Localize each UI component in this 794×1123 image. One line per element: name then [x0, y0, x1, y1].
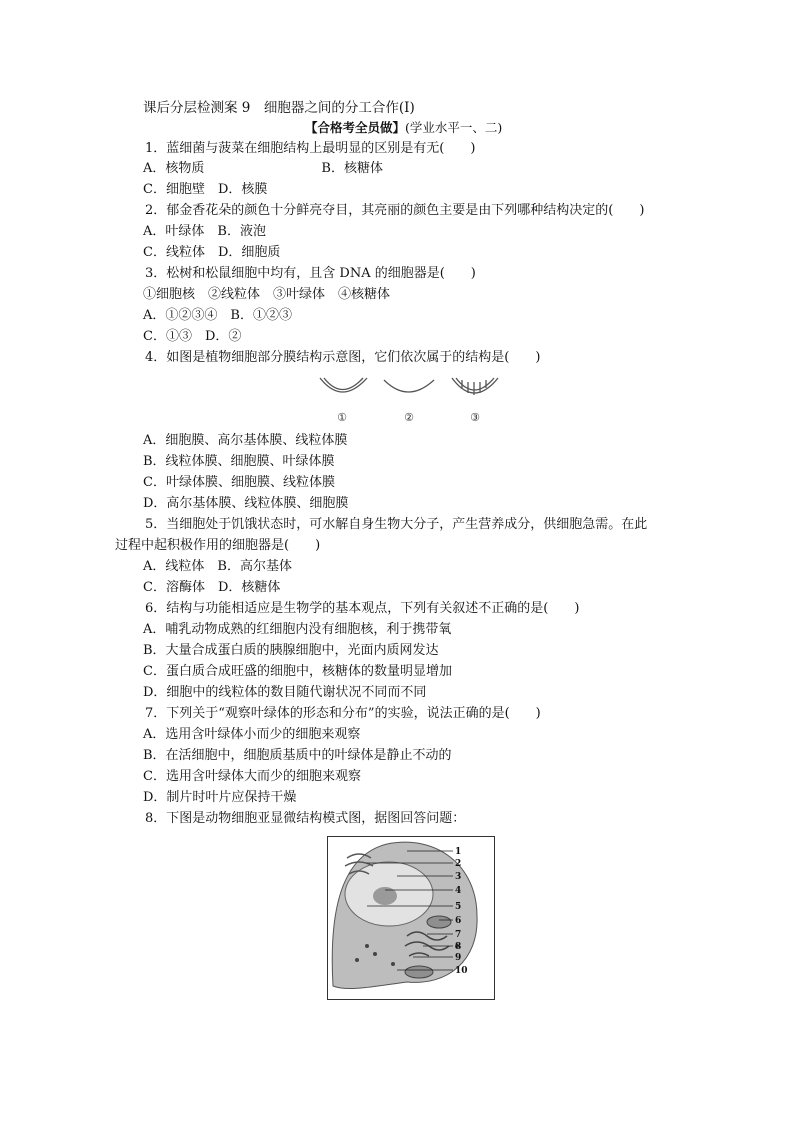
- q4-option-c: C．叶绿体膜、细胞膜、线粒体膜: [143, 475, 335, 490]
- membrane-figure: [312, 372, 502, 424]
- fig4-label-2: ②: [404, 411, 414, 424]
- question-4: 4．如图是植物细胞部分膜结构示意图，它们依次属于的结构是( ): [145, 350, 541, 365]
- section-header-note: (学业水平一、二): [405, 120, 503, 135]
- page-title: 课后分层检测案 9 细胞器之间的分工合作(Ⅰ): [143, 100, 415, 116]
- section-header: [305, 118, 502, 138]
- q5-options-ab: A．线粒体 B．高尔基体: [143, 559, 292, 574]
- q3-items: ①细胞核 ②线粒体 ③叶绿体 ④核糖体: [143, 287, 391, 302]
- cell-label-8: 8: [455, 942, 462, 952]
- q3-options-ab: A．①②③④ B．①②③: [143, 308, 292, 323]
- question-5-cont: 过程中起积极作用的细胞器是( ): [115, 538, 321, 553]
- q6-option-b: B．大量合成蛋白质的胰腺细胞中，光面内质网发达: [143, 643, 439, 658]
- question-6: 6．结构与功能相适应是生物学的基本观点，下列有关叙述不正确的是( ): [145, 601, 580, 616]
- q6-option-c: C．蛋白质合成旺盛的细胞中，核糖体的数量明显增加: [143, 664, 452, 679]
- question-5: 5．当细胞处于饥饿状态时，可水解自身生物大分子，产生营养成分，供细胞急需。在此: [145, 517, 648, 532]
- q5-options-cd: C．溶酶体 D．核糖体: [143, 580, 281, 595]
- animal-cell-diagram: [327, 836, 495, 1000]
- cell-label-1: 1: [455, 847, 462, 857]
- question-8: 8．下图是动物细胞亚显微结构模式图，据图回答问题：: [145, 811, 466, 826]
- q7-option-a: A．选用含叶绿体小而少的细胞来观察: [143, 727, 361, 742]
- fig4-label-1: ①: [337, 411, 347, 424]
- q2-options-cd: C．线粒体 D．细胞质: [143, 245, 281, 260]
- q2-options-ab: A．叶绿体 B．液泡: [143, 224, 266, 239]
- q6-option-a: A．哺乳动物成熟的红细胞内没有细胞核，利于携带氧: [143, 622, 452, 637]
- question-2: 2．郁金香花朵的颜色十分鲜亮夺目，其亮丽的颜色主要是由下列哪种结构决定的( ): [145, 203, 645, 218]
- cell-label-7: 7: [455, 930, 462, 940]
- question-1: 1．蓝细菌与菠菜在细胞结构上最明显的区别是有无( ): [145, 141, 476, 156]
- cell-label-3: 3: [455, 872, 462, 882]
- q7-option-d: D．制片时叶片应保持干燥: [143, 790, 297, 805]
- q4-option-a: A．细胞膜、高尔基体膜、线粒体膜: [143, 433, 348, 448]
- fig4-label-3: ③: [470, 411, 480, 424]
- q3-options-cd: C．①③ D．②: [143, 329, 242, 344]
- cell-label-4: 4: [455, 886, 462, 896]
- q7-option-c: C．选用含叶绿体大而少的细胞来观察: [143, 769, 361, 784]
- cell-label-5: 5: [455, 902, 462, 912]
- q6-option-d: D．细胞中的线粒体的数目随代谢状况不同而不同: [143, 685, 427, 700]
- q1-options-ab: A．核物质 B．核糖体: [143, 161, 383, 176]
- q4-option-b: B．线粒体膜、细胞膜、叶绿体膜: [143, 454, 335, 469]
- q1-options-cd: C．细胞壁 D．核膜: [143, 182, 268, 197]
- q7-option-b: B．在活细胞中，细胞质基质中的叶绿体是静止不动的: [143, 748, 452, 763]
- question-7: 7．下列关于“观察叶绿体的形态和分布”的实验，说法正确的是( ): [145, 706, 541, 721]
- question-3: 3．松树和松鼠细胞中均有，且含 DNA 的细胞器是( ): [145, 266, 476, 281]
- cell-label-6: 6: [455, 916, 462, 926]
- cell-label-2: 2: [455, 859, 462, 869]
- section-header-bold: 【合格考全员做】: [305, 120, 406, 135]
- q4-option-d: D．高尔基体膜、线粒体膜、细胞膜: [143, 496, 349, 511]
- cell-label-10: 10: [455, 966, 468, 976]
- cell-label-9: 9: [455, 953, 462, 963]
